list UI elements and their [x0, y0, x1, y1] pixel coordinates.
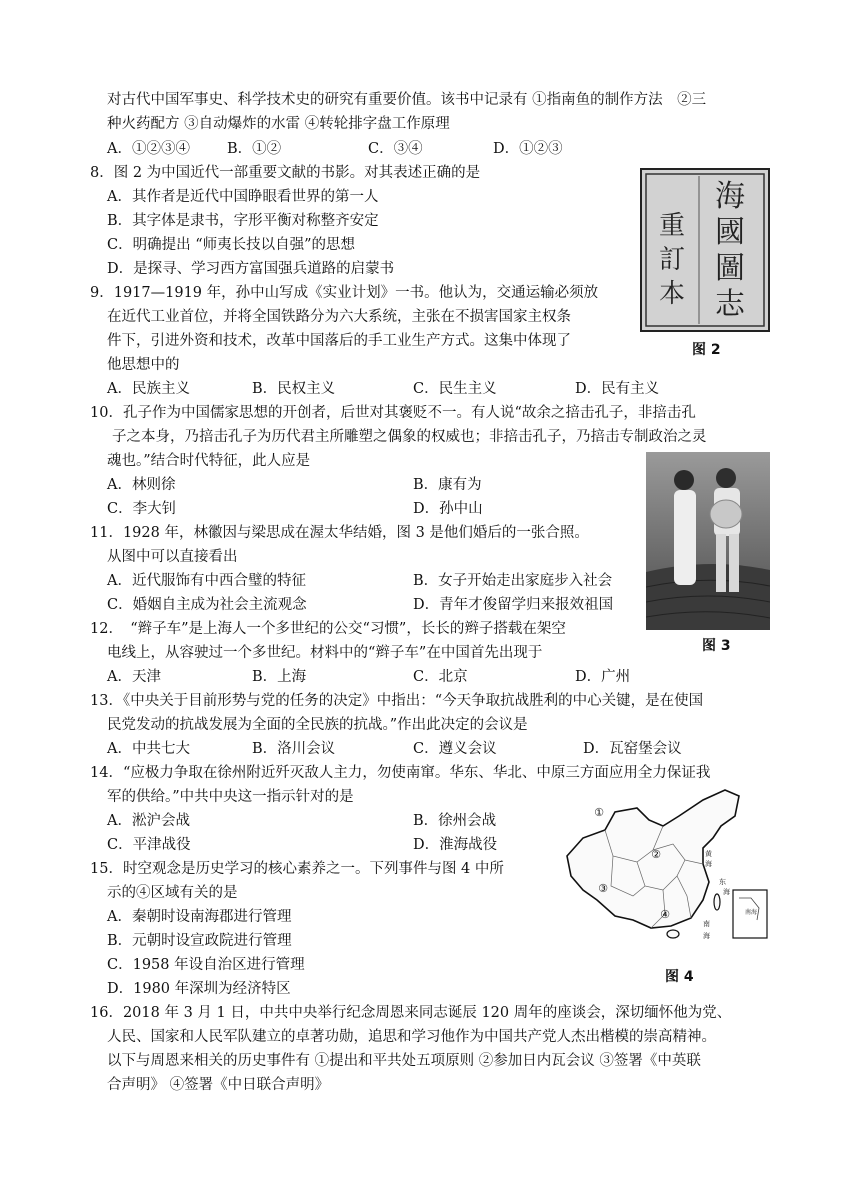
cover-char-left-2: 訂 [658, 245, 686, 275]
q14-option-a: A．淞沪会战 [107, 813, 190, 829]
figure-4-map [553, 786, 771, 956]
map-sea-label-4: 海 [723, 888, 730, 896]
q15-option-c: C．1958 年设自治区进行管理 [107, 957, 305, 973]
map-marker-2: ② [651, 848, 661, 861]
q11-stem-line-2: 从图中可以直接看出 [107, 549, 238, 565]
figure-2-caption: 图 2 [692, 342, 721, 358]
q16-stem-line-4: 合声明》 ④签署《中日联合声明》 [107, 1077, 330, 1093]
couple-photo-image [646, 452, 770, 630]
q7-option-b: B．①② [227, 141, 282, 157]
q13-stem-line-1: 13．《中央关于目前形势与党的任务的决定》中指出：“今天争取抗战胜利的中心关键，是在使国 [90, 693, 704, 709]
cover-char-right-3: 圖 [715, 251, 745, 286]
q16-stem-line-1: 16．2018 年 3 月 1 日，中共中央举行纪念周恩来同志诞辰 120 周年的座谈会，深切缅怀他为党、 [90, 1005, 732, 1021]
q14-stem-line-2: 军的供给。”中共中央这一指示针对的是 [107, 789, 354, 805]
q15-option-a: A．秦朝时设南海郡进行管理 [107, 909, 292, 925]
q7-option-a: A．①②③④ [107, 141, 190, 157]
q9-option-b: B．民权主义 [252, 381, 336, 397]
q10-stem-line-2: 子之本身，乃掊击孔子为历代君主所雕塑之偶象的权威也；非掊击孔子，乃掊击专制政治之灵 [112, 429, 707, 445]
map-sea-label-3: 东 [719, 878, 726, 886]
map-sea-label-1: 黄 [705, 850, 712, 858]
q7-option-d: D．①②③ [493, 141, 563, 157]
q8-option-d: D．是探寻、学习西方富国强兵道路的启蒙书 [107, 261, 395, 277]
q12-option-c: C．北京 [413, 669, 468, 685]
map-marker-4: ④ [660, 908, 670, 921]
q12-option-d: D．广州 [575, 669, 631, 685]
figure-2-book-cover [640, 168, 770, 332]
q11-option-a: A．近代服饰有中西合璧的特征 [107, 573, 306, 589]
cover-char-right-2: 國 [715, 215, 745, 250]
q9-stem-line-4: 他思想中的 [107, 357, 180, 373]
map-sea-label-6: 海 [703, 932, 710, 940]
q11-stem-line-1: 11．1928 年，林徽因与梁思成在渥太华结婚，图 3 是他们婚后的一张合照。 [90, 525, 589, 541]
q9-option-c: C．民生主义 [413, 381, 497, 397]
q13-option-b: B．洛川会议 [252, 741, 336, 757]
q8-option-b: B．其字体是隶书，字形平衡对称整齐安定 [107, 213, 379, 229]
q15-option-d: D．1980 年深圳为经济特区 [107, 981, 291, 997]
q8-option-c: C．明确提出 “师夷长技以自强”的思想 [107, 237, 356, 253]
q11-option-c: C．婚姻自主成为社会主流观念 [107, 597, 307, 613]
china-map-image [553, 786, 771, 956]
q15-stem-line-1: 15．时空观念是历史学习的核心素养之一。下列事件与图 4 中所 [90, 861, 504, 877]
q10-stem-line-3: 魂也。”结合时代特征，此人应是 [107, 453, 311, 469]
map-sea-label-5: 南 [703, 920, 710, 928]
cover-char-left-1: 重 [658, 211, 686, 241]
q8-stem: 8．图 2 为中国近代一部重要文献的书影。对其表述正确的是 [90, 165, 481, 181]
q13-option-a: A．中共七大 [107, 741, 190, 757]
q7-option-c: C．③④ [368, 141, 423, 157]
q9-stem-line-3: 件下，引进外资和技术，改革中国落后的手工业生产方式。这集中体现了 [107, 333, 571, 349]
q12-option-b: B．上海 [252, 669, 307, 685]
map-inset-label: 南海 [745, 909, 758, 916]
figure-4-caption: 图 4 [665, 969, 694, 985]
q9-option-d: D．民有主义 [575, 381, 660, 397]
q14-option-c: C．平津战役 [107, 837, 191, 853]
q13-option-d: D．瓦窑堡会议 [583, 741, 682, 757]
q7-stem-line-1: 对古代中国军事史、科学技术史的研究有重要价值。该书中记录有 ①指南鱼的制作方法 ②三 [107, 92, 707, 108]
q11-option-d: D．青年才俊留学归来报效祖国 [413, 597, 614, 613]
q10-stem-line-1: 10．孔子作为中国儒家思想的开创者，后世对其褒贬不一。有人说“故余之掊击孔子，非掊击孔 [90, 405, 696, 421]
q10-option-b: B．康有为 [413, 477, 482, 493]
q9-stem-line-1: 9．1917—1919 年，孙中山写成《实业计划》一书。他认为，交通运输必须放 [90, 285, 599, 301]
q12-stem-line-2: 电线上，从容驶过一个多世纪。材料中的“辫子车”在中国首先出现于 [107, 645, 543, 661]
q15-stem-line-2: 示的④区域有关的是 [107, 885, 238, 901]
q14-option-b: B．徐州会战 [413, 813, 497, 829]
q9-stem-line-2: 在近代工业首位，并将全国铁路分为六大系统，主张在不损害国家主权条 [107, 309, 571, 325]
q11-option-b: B．女子开始走出家庭步入社会 [413, 573, 613, 589]
figure-3-photo [646, 452, 770, 630]
q14-option-d: D．淮海战役 [413, 837, 498, 853]
q12-option-a: A．天津 [107, 669, 161, 685]
cover-char-left-3: 本 [658, 279, 686, 309]
figure-3-caption: 图 3 [702, 638, 731, 654]
map-marker-1: ① [594, 806, 604, 819]
q13-option-c: C．遵义会议 [413, 741, 497, 757]
q16-stem-line-3: 以下与周恩来相关的历史事件有 ①提出和平共处五项原则 ②参加日内瓦会议 ③签署《中英联 [107, 1053, 701, 1069]
q10-option-a: A．林则徐 [107, 477, 176, 493]
q7-stem-line-2: 种火药配方 ③自动爆炸的水雷 ④转轮排字盘工作原理 [107, 116, 450, 132]
cover-char-right-1: 海 [715, 179, 745, 214]
q10-option-c: C．李大钊 [107, 501, 177, 517]
q13-stem-line-2: 民党发动的抗战发展为全面的全民族的抗战。”作出此决定的会议是 [107, 717, 528, 733]
map-sea-label-2: 海 [705, 860, 712, 868]
q8-option-a: A．其作者是近代中国睁眼看世界的第一人 [107, 189, 379, 205]
map-marker-3: ③ [598, 882, 608, 895]
q14-stem-line-1: 14．“应极力争取在徐州附近歼灭敌人主力，勿使南窜。华东、华北、中原三方面应用全力保证我 [90, 765, 711, 781]
q9-option-a: A．民族主义 [107, 381, 190, 397]
q15-option-b: B．元朝时设宣政院进行管理 [107, 933, 292, 949]
book-cover-image [642, 170, 768, 330]
cover-char-right-4: 志 [715, 287, 745, 322]
q12-stem-line-1: 12． “辫子车”是上海人一个多世纪的公交“习惯”，长长的辫子搭载在架空 [90, 621, 566, 637]
q16-stem-line-2: 人民、国家和人民军队建立的卓著功勋，追思和学习他作为中国共产党人杰出楷模的崇高精神。 [107, 1029, 716, 1045]
q10-option-d: D．孙中山 [413, 501, 483, 517]
